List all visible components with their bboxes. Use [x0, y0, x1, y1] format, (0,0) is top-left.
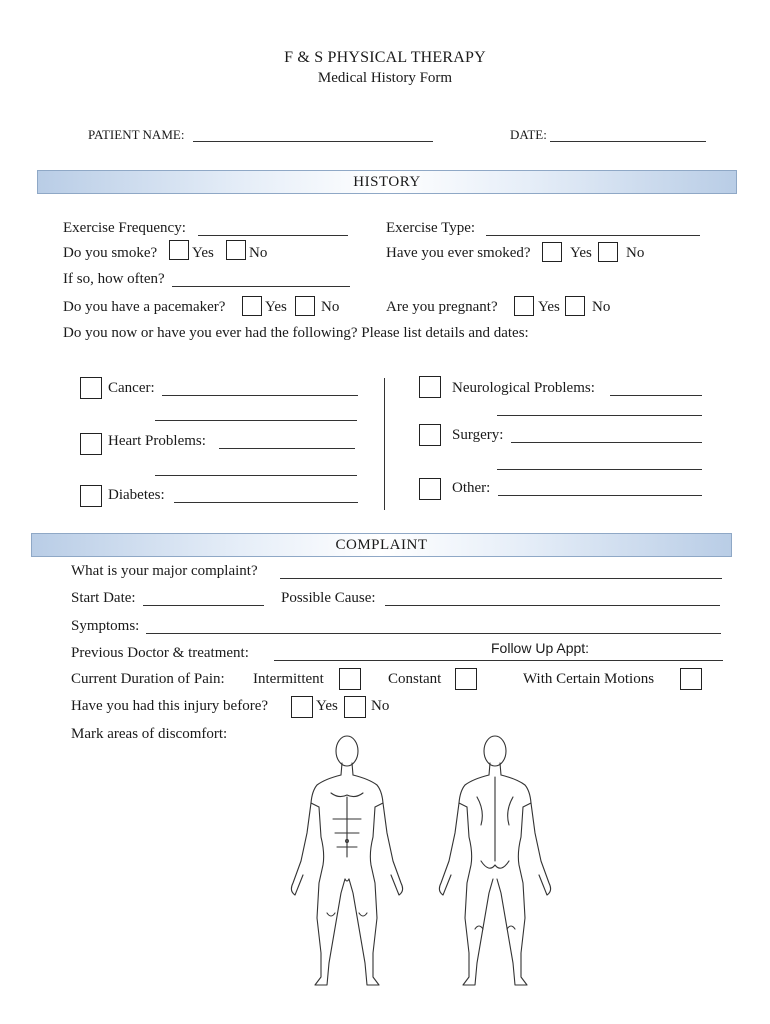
injury-before-question: Have you had this injury before?: [71, 698, 269, 714]
body-front-diagram[interactable]: [285, 733, 410, 993]
date-field[interactable]: [550, 141, 706, 142]
ever-smoked-no-checkbox[interactable]: [598, 242, 618, 262]
how-often-field[interactable]: [172, 286, 350, 287]
smoke-yes-label: Yes: [192, 245, 214, 261]
form-subtitle: Medical History Form: [317, 70, 453, 86]
cancer-label: Cancer:: [108, 380, 155, 396]
ever-smoked-yes-checkbox[interactable]: [542, 242, 562, 262]
heart-problems-checkbox[interactable]: [80, 433, 102, 455]
exercise-type-label: Exercise Type:: [386, 220, 476, 236]
cancer-field[interactable]: [162, 395, 358, 396]
injury-before-no-label: No: [371, 698, 390, 714]
smoke-no-checkbox[interactable]: [226, 240, 246, 260]
symptoms-label: Symptoms:: [71, 618, 140, 634]
history-band-title: HISTORY: [353, 174, 421, 190]
pregnant-question: Are you pregnant?: [386, 299, 498, 315]
surgery-checkbox[interactable]: [419, 424, 441, 446]
ever-smoked-question: Have you ever smoked?: [386, 245, 531, 261]
exercise-frequency-field[interactable]: [198, 235, 348, 236]
smoke-yes-checkbox[interactable]: [169, 240, 189, 260]
start-date-label: Start Date:: [71, 590, 136, 606]
pacemaker-no-checkbox[interactable]: [295, 296, 315, 316]
cancer-field-2[interactable]: [155, 420, 357, 421]
surgery-field-2[interactable]: [497, 469, 702, 470]
follow-up-appt-label: Follow Up Appt:: [491, 640, 590, 656]
diabetes-field[interactable]: [174, 502, 358, 503]
constant-checkbox[interactable]: [455, 668, 477, 690]
possible-cause-field[interactable]: [385, 605, 720, 606]
history-section-header: [37, 170, 737, 194]
pacemaker-yes-label: Yes: [265, 299, 287, 315]
certain-motions-label: With Certain Motions: [523, 671, 655, 687]
diabetes-label: Diabetes:: [108, 487, 165, 503]
intermittent-label: Intermittent: [253, 671, 324, 687]
neurological-field[interactable]: [610, 395, 702, 396]
previous-doctor-label: Previous Doctor & treatment:: [71, 645, 249, 661]
pacemaker-question: Do you have a pacemaker?: [63, 299, 226, 315]
patient-name-label: PATIENT NAME:: [88, 127, 185, 142]
body-back-diagram[interactable]: [433, 733, 558, 993]
neurological-checkbox[interactable]: [419, 376, 441, 398]
heart-problems-label: Heart Problems:: [108, 433, 206, 449]
date-label: DATE:: [510, 127, 547, 142]
smoke-question: Do you smoke?: [63, 245, 158, 261]
other-label: Other:: [452, 480, 491, 496]
exercise-type-field[interactable]: [486, 235, 700, 236]
patient-name-field[interactable]: [193, 141, 433, 142]
intermittent-checkbox[interactable]: [339, 668, 361, 690]
pregnant-no-label: No: [592, 299, 611, 315]
pregnant-no-checkbox[interactable]: [565, 296, 585, 316]
injury-before-no-checkbox[interactable]: [344, 696, 366, 718]
neurological-label: Neurological Problems:: [452, 380, 595, 396]
heart-problems-field-2[interactable]: [155, 475, 357, 476]
previous-doctor-field[interactable]: [274, 660, 723, 661]
pacemaker-no-label: No: [321, 299, 340, 315]
other-checkbox[interactable]: [419, 478, 441, 500]
pacemaker-yes-checkbox[interactable]: [242, 296, 262, 316]
possible-cause-label: Possible Cause:: [281, 590, 376, 606]
neurological-field-2[interactable]: [497, 415, 702, 416]
diabetes-checkbox[interactable]: [80, 485, 102, 507]
major-complaint-label: What is your major complaint?: [71, 563, 258, 579]
pregnant-yes-checkbox[interactable]: [514, 296, 534, 316]
how-often-label: If so, how often?: [63, 271, 165, 287]
mark-areas-label: Mark areas of discomfort:: [71, 726, 228, 742]
surgery-label: Surgery:: [452, 427, 504, 443]
smoke-no-label: No: [249, 245, 268, 261]
complaint-band-title: COMPLAINT: [335, 537, 428, 553]
following-question: Do you now or have you ever had the following? Please list details and dates:: [63, 325, 529, 341]
start-date-field[interactable]: [143, 605, 264, 606]
exercise-frequency-label: Exercise Frequency:: [63, 220, 186, 236]
constant-label: Constant: [388, 671, 442, 687]
other-field[interactable]: [498, 495, 702, 496]
surgery-field[interactable]: [511, 442, 702, 443]
injury-before-yes-label: Yes: [316, 698, 338, 714]
heart-problems-field[interactable]: [219, 448, 355, 449]
column-divider: [384, 378, 385, 510]
form-title: F & S PHYSICAL THERAPY: [284, 49, 486, 66]
certain-motions-checkbox[interactable]: [680, 668, 702, 690]
cancer-checkbox[interactable]: [80, 377, 102, 399]
pregnant-yes-label: Yes: [538, 299, 560, 315]
complaint-section-header: [31, 533, 732, 557]
ever-smoked-no-label: No: [626, 245, 645, 261]
symptoms-field[interactable]: [146, 633, 721, 634]
duration-label: Current Duration of Pain:: [71, 671, 225, 687]
ever-smoked-yes-label: Yes: [570, 245, 592, 261]
injury-before-yes-checkbox[interactable]: [291, 696, 313, 718]
major-complaint-field[interactable]: [280, 578, 722, 579]
